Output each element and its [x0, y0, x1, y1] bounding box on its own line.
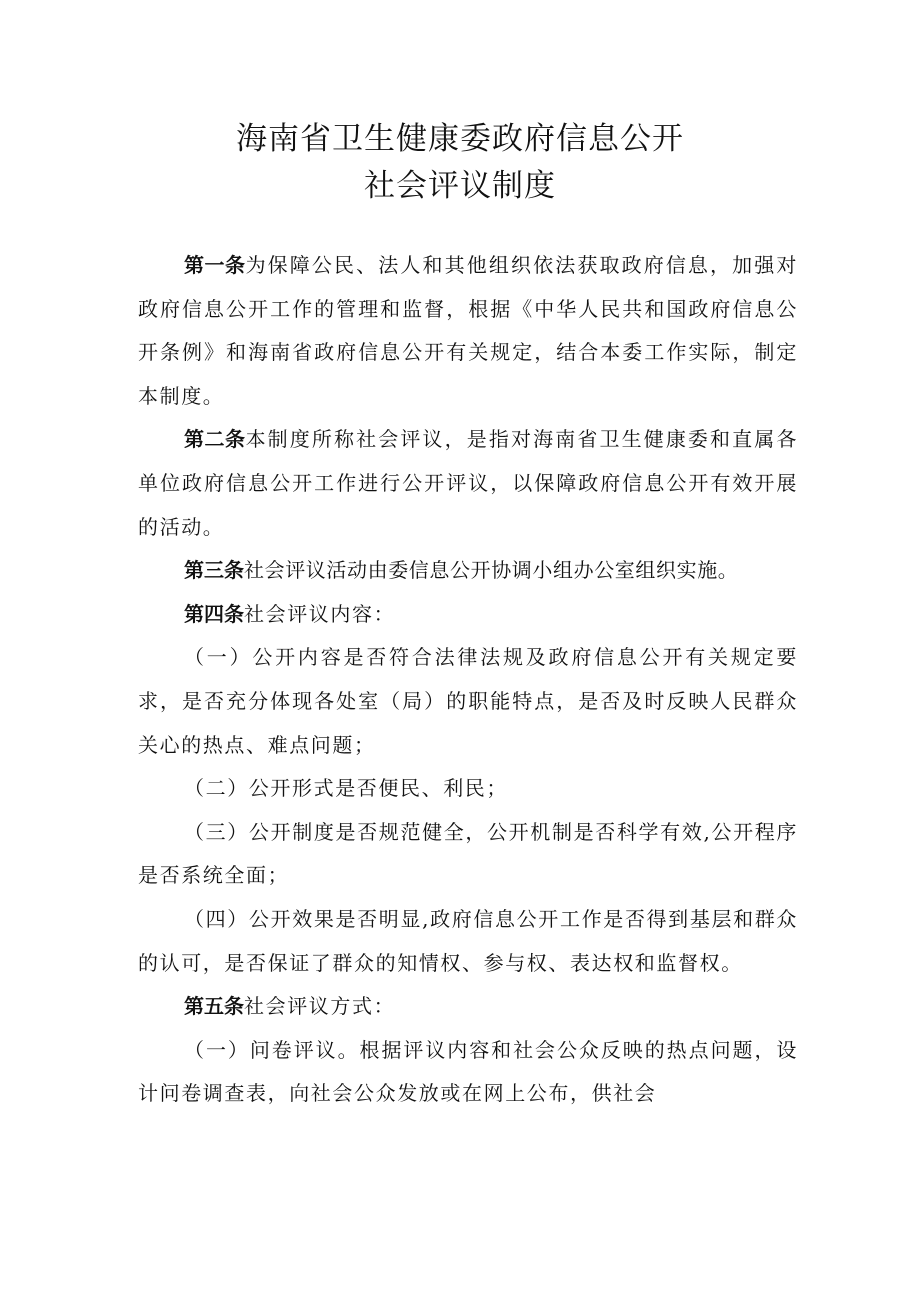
document-title-line2: 社会评议制度: [364, 168, 556, 204]
article-text: 社会评议活动由委信息公开协调小组办公室组织实施。: [244, 558, 739, 583]
document-title-line1: 海南省卫生健康委政府信息公开: [236, 121, 684, 157]
article-heading: 第五条: [184, 994, 244, 1019]
article-text: 社会评议内容：: [244, 601, 396, 626]
article-text: （二）公开形式是否便民、利民；: [184, 776, 508, 801]
article-3: [138, 549, 798, 593]
document-body: [138, 244, 798, 1116]
article-text: （四）公开效果是否明显,政府信息公开工作是否得到基层和群众的认可，是否保证了群众的知情权、参与权、表达权和监督权。: [138, 906, 798, 975]
article-4: [138, 593, 798, 637]
article-4-item-3: [138, 811, 798, 898]
article-text: （一）公开内容是否符合法律法规及政府信息公开有关规定要求，是否充分体现各处室（局）的职能特点，是否及时反映人民群众关心的热点、难点问题；: [138, 645, 798, 757]
article-4-item-2: [138, 767, 798, 811]
article-text: 社会评议方式：: [244, 994, 396, 1019]
article-text: （一）问卷评议。根据评议内容和社会公众反映的热点问题，设计问卷调查表，向社会公众发放或在网上公布，供社会: [138, 1037, 798, 1106]
article-heading: 第一条: [184, 253, 246, 277]
article-5-item-1: [138, 1029, 798, 1116]
article-text: 本制度所称社会评议，是指对海南省卫生健康委和直属各单位政府信息公开工作进行公开评议，以保障政府信息公开有效开展的活动。: [138, 427, 799, 539]
article-2: [138, 418, 798, 549]
article-text: （三）公开制度是否规范健全，公开机制是否科学有效,公开程序是否系统全面；: [138, 819, 798, 888]
article-text: 为保障公民、法人和其他组织依法获取政府信息，加强对政府信息公开工作的管理和监督，根据《中华人民共和国政府信息公开条例》和海南省政府信息公开有关规定，结合本委工作实际，制定本制度。: [138, 253, 799, 408]
article-4-item-1: [138, 636, 798, 767]
article-1: [138, 244, 798, 418]
article-5: [138, 985, 798, 1029]
article-heading: 第三条: [184, 558, 244, 583]
article-heading: 第二条: [184, 427, 246, 452]
article-heading: 第四条: [184, 601, 244, 626]
article-4-item-4: [138, 898, 798, 985]
